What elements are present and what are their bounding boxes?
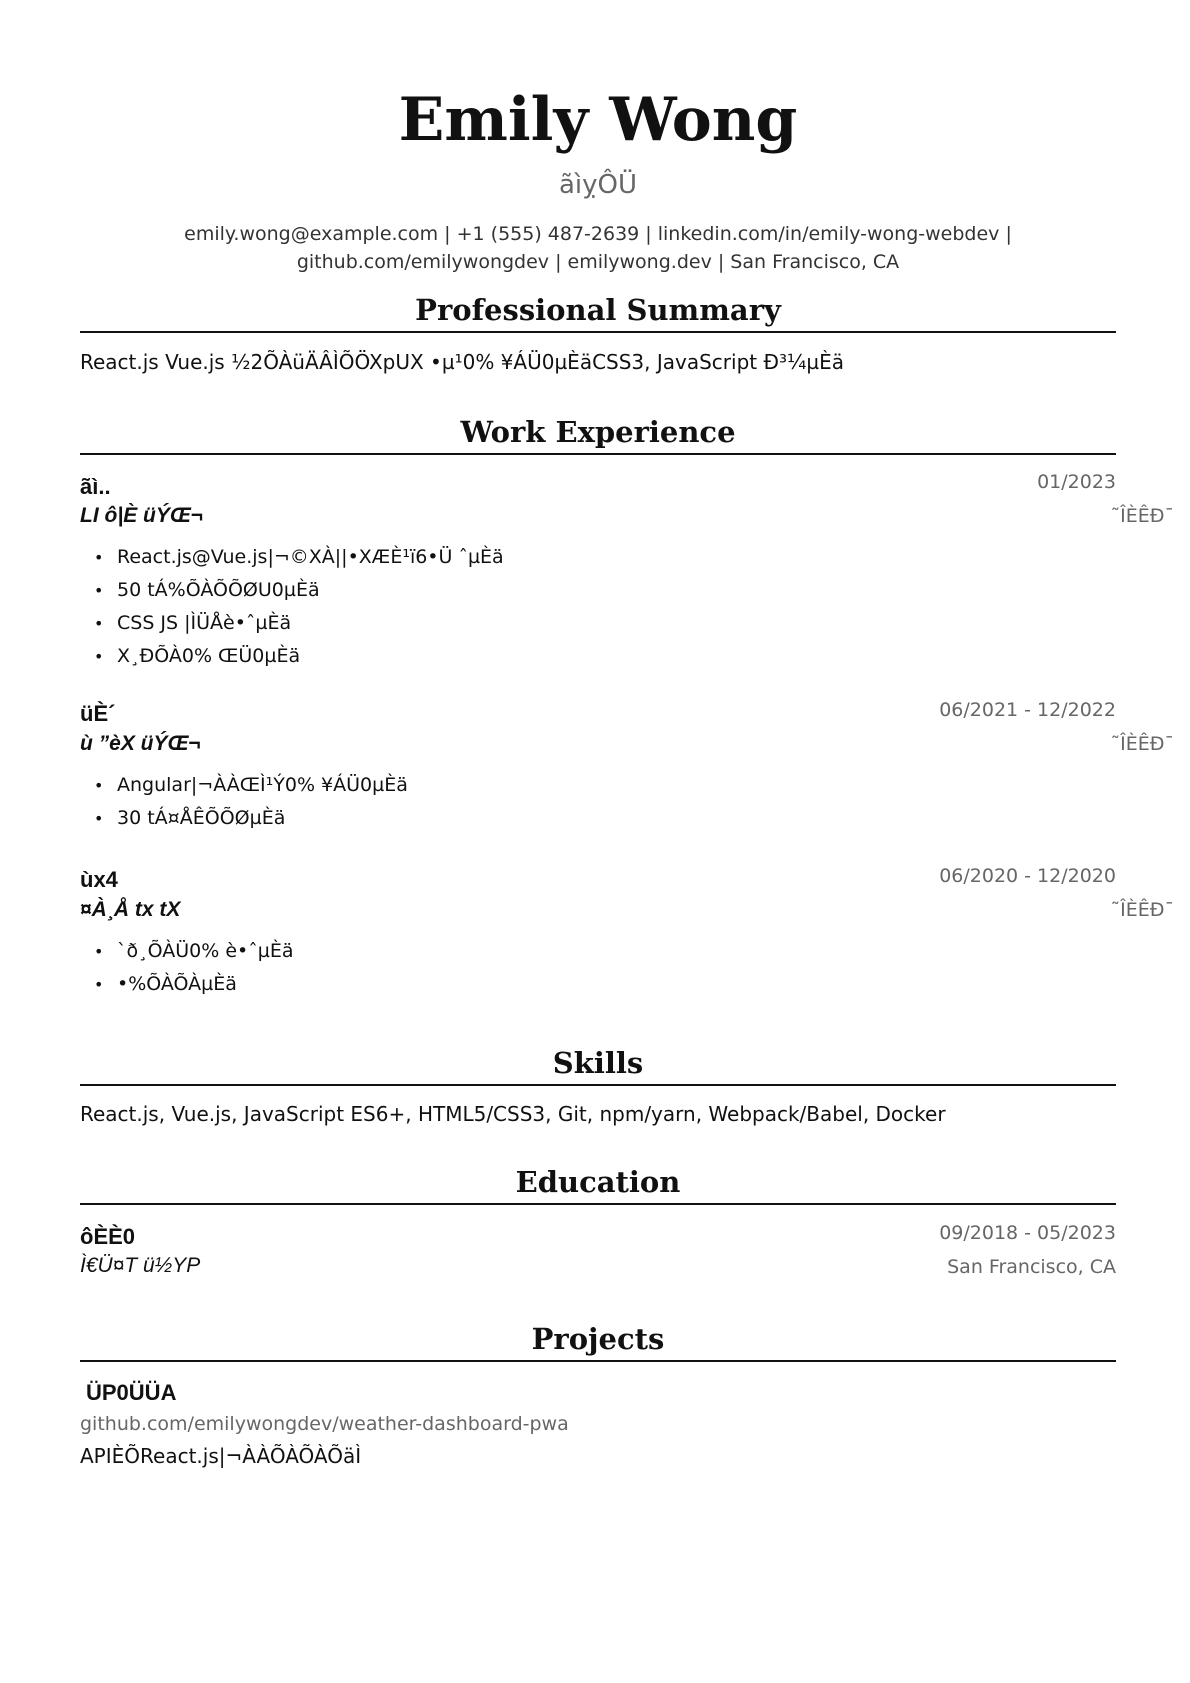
- job-date: 06/2020 - 12/2020: [939, 865, 1116, 887]
- job-title: ¤À¸Å tx tX: [80, 898, 181, 921]
- section-divider: [80, 1360, 1116, 1362]
- job-bullets: [80, 541, 1116, 673]
- contact-line-1: emily.wong@example.com | +1 (555) 487-2639 | linkedin.com/in/emily-wong-webdev |: [184, 223, 1012, 245]
- resume-page: [80, 0, 1174, 1683]
- job-location: ˜ÎÈÊÐ¯: [1110, 505, 1174, 527]
- job-company: ãì..: [80, 474, 111, 499]
- project-description: APIÈÕReact.js|¬ÀÀÕÀÕÀÕäÌ: [80, 1444, 362, 1468]
- job-bullets: [80, 935, 1116, 1001]
- job-location: ˜ÎÈÊÐ¯: [1110, 733, 1174, 755]
- list-item: • 50 tÁ%ÕÀÕÕØU0µÈä: [80, 574, 1116, 607]
- education-school: ôÈÈ0: [80, 1224, 136, 1249]
- education-location: San Francisco, CA: [947, 1256, 1116, 1278]
- section-divider: [80, 453, 1116, 455]
- education-degree: Ì€Ü¤T ü½YP: [80, 1254, 201, 1277]
- list-item: • React.js@Vue.js|¬©XÀ||•XÆÈ¹ï6•Ü ˆµÈä: [80, 541, 1116, 574]
- section-title-summary: Professional Summary: [415, 293, 781, 327]
- section-divider: [80, 331, 1116, 333]
- candidate-name: Emily Wong: [398, 85, 798, 155]
- list-item: • `ð¸ÕÀÜ0% è•ˆµÈä: [80, 935, 1116, 968]
- education-date: 09/2018 - 05/2023: [939, 1222, 1116, 1244]
- list-item: • 30 tÁ¤ÅÊÕÕØµÈä: [80, 802, 1116, 835]
- list-item: • Angular|¬ÀÀŒÌ¹Ý0% ¥ÁÜ0µÈä: [80, 769, 1116, 802]
- list-item: • X¸ÐÕÀ0% ŒÜ0µÈä: [80, 640, 1116, 673]
- job-company: ùx4: [80, 867, 118, 892]
- list-item: • •%ÕÀÕÀµÈä: [80, 968, 1116, 1001]
- job-date: 06/2021 - 12/2022: [939, 699, 1116, 721]
- job-title: ù ”èX üÝŒ¬: [80, 732, 201, 755]
- skills-text: React.js, Vue.js, JavaScript ES6+, HTML5/CSS3, Git, npm/yarn, Webpack/Babel, Docker: [80, 1102, 946, 1126]
- job-location: ˜ÎÈÊÐ¯: [1110, 899, 1174, 921]
- section-title-education: Education: [515, 1165, 681, 1199]
- section-title-skills: Skills: [552, 1046, 644, 1080]
- job-company: üÈ´: [80, 701, 116, 726]
- section-divider: [80, 1203, 1116, 1205]
- summary-text: React.js Vue.js ½2ÕÀüÄÂÌÕÖXpUX •µ¹0% ¥ÁÜ0µÈäCSS3, JavaScript Ð³¼µÈä: [80, 350, 844, 374]
- contact-info: [80, 220, 1116, 276]
- project-name: ÜP0ÜÜA: [86, 1380, 177, 1405]
- section-title-experience: Work Experience: [460, 415, 736, 449]
- candidate-subtitle: ãìỵÔÜ: [558, 170, 638, 200]
- project-link[interactable]: github.com/emilywongdev/weather-dashboard-pwa: [80, 1413, 569, 1435]
- list-item: • CSS JS |ÌÜÅè•ˆµÈä: [80, 607, 1116, 640]
- section-divider: [80, 1084, 1116, 1086]
- job-bullets: [80, 769, 1116, 835]
- section-title-projects: Projects: [531, 1322, 665, 1356]
- job-title: LI ô|È üÝŒ¬: [80, 504, 204, 527]
- contact-line-2: github.com/emilywongdev | emilywong.dev | San Francisco, CA: [296, 251, 900, 273]
- job-date: 01/2023: [1037, 471, 1116, 493]
